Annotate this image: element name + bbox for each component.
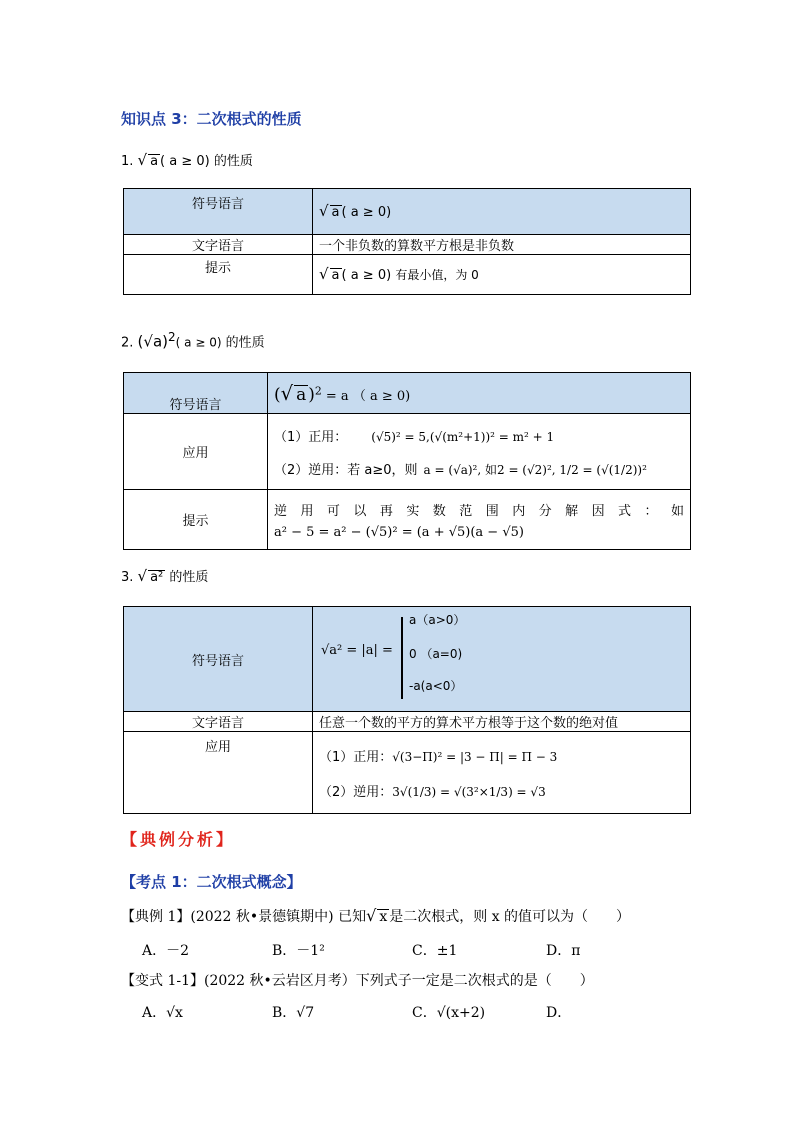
table1-tip-label: 提示 bbox=[124, 255, 313, 295]
table3-word-text: 任意一个数的平方的算术平方根等于这个数的绝对值 bbox=[313, 712, 691, 732]
table2-tip-label: 提示 bbox=[124, 490, 268, 550]
table2-app-label: 应用 bbox=[124, 414, 268, 490]
q1-option-d[interactable]: D．π bbox=[546, 943, 581, 959]
table2-symbol-label: 符号语言 bbox=[124, 373, 268, 414]
property-3-table bbox=[123, 606, 691, 814]
topic-heading: 【考点 1：二次根式概念】 bbox=[121, 873, 302, 891]
table2-symbol-expr: (√ a )$^2$ = a （ a ≥ 0) bbox=[268, 373, 691, 414]
property-3-title: 3. √ a² 的性质 bbox=[121, 567, 209, 585]
table3-symbol-label: 符号语言 bbox=[124, 607, 313, 712]
table3-app-label: 应用 bbox=[124, 732, 313, 814]
table1-symbol-label: 符号语言 bbox=[124, 189, 313, 235]
q2-option-a[interactable]: A．√x bbox=[142, 1005, 183, 1021]
section-heading: 知识点 3：二次根式的性质 bbox=[121, 110, 302, 128]
question-2: 【变式 1-1】(2022 秋•云岩区月考）下列式子一定是二次根式的是（ ） bbox=[121, 973, 594, 989]
table1-word-text: 一个非负数的算数平方根是非负数 bbox=[313, 235, 691, 255]
property-1-title: 1. √ a ( a ≥ 0) 的性质 bbox=[121, 151, 253, 169]
radical-sign-icon: √ bbox=[137, 151, 148, 169]
property-2-table bbox=[123, 372, 691, 550]
q1-option-b[interactable]: B．－1² bbox=[272, 943, 325, 959]
q1-option-a[interactable]: A．－2 bbox=[142, 943, 190, 959]
radical-sign-icon: √ bbox=[137, 567, 148, 585]
example-analysis-tag: 【典例分析】 bbox=[121, 830, 236, 849]
q2-option-d[interactable]: D． bbox=[546, 1005, 572, 1021]
question-1: 【典例 1】(2022 秋•景德镇期中) 已知√ x 是二次根式，则 x 的值可以为（ ） bbox=[121, 906, 631, 925]
q1-option-c[interactable]: C．±1 bbox=[412, 943, 458, 959]
table3-app-content: （1）正用：√(3−Π)² = |3 − Π| = Π − 3 （2）逆用：3√(1/3) = √(3²×1/3) = √3 bbox=[313, 732, 691, 814]
property-2-title: 2. $(√a)^2$( a ≥ 0) 的性质 bbox=[121, 330, 265, 351]
table2-tip-content: 逆用可以再实数范围内分解因式：如 a² − 5 = a² − (√5)² = (a + √5)(a − √5) bbox=[268, 490, 691, 550]
table1-symbol-expr: √ a ( a ≥ 0) bbox=[313, 189, 691, 235]
table1-word-label: 文字语言 bbox=[124, 235, 313, 255]
q2-option-b[interactable]: B．√7 bbox=[272, 1005, 315, 1021]
table3-word-label: 文字语言 bbox=[124, 712, 313, 732]
table2-app-content: （1）正用： (√5)² = 5,(√(m²+1))² = m² + 1 （2）逆用：若 a≥0，则 a = (√a)², 如2 = (√2)², 1/2 = (√(1/2))² bbox=[268, 414, 691, 490]
table3-symbol-expr: √a² = |a| = a（a>0） 0 （a=0) -a(a<0） bbox=[313, 607, 691, 712]
q2-option-c[interactable]: C．√(x+2) bbox=[412, 1005, 486, 1021]
table1-tip-text: √ a ( a ≥ 0) 有最小值，为 0 bbox=[313, 255, 691, 295]
property-1-table bbox=[123, 188, 691, 295]
brace-icon bbox=[401, 617, 403, 699]
